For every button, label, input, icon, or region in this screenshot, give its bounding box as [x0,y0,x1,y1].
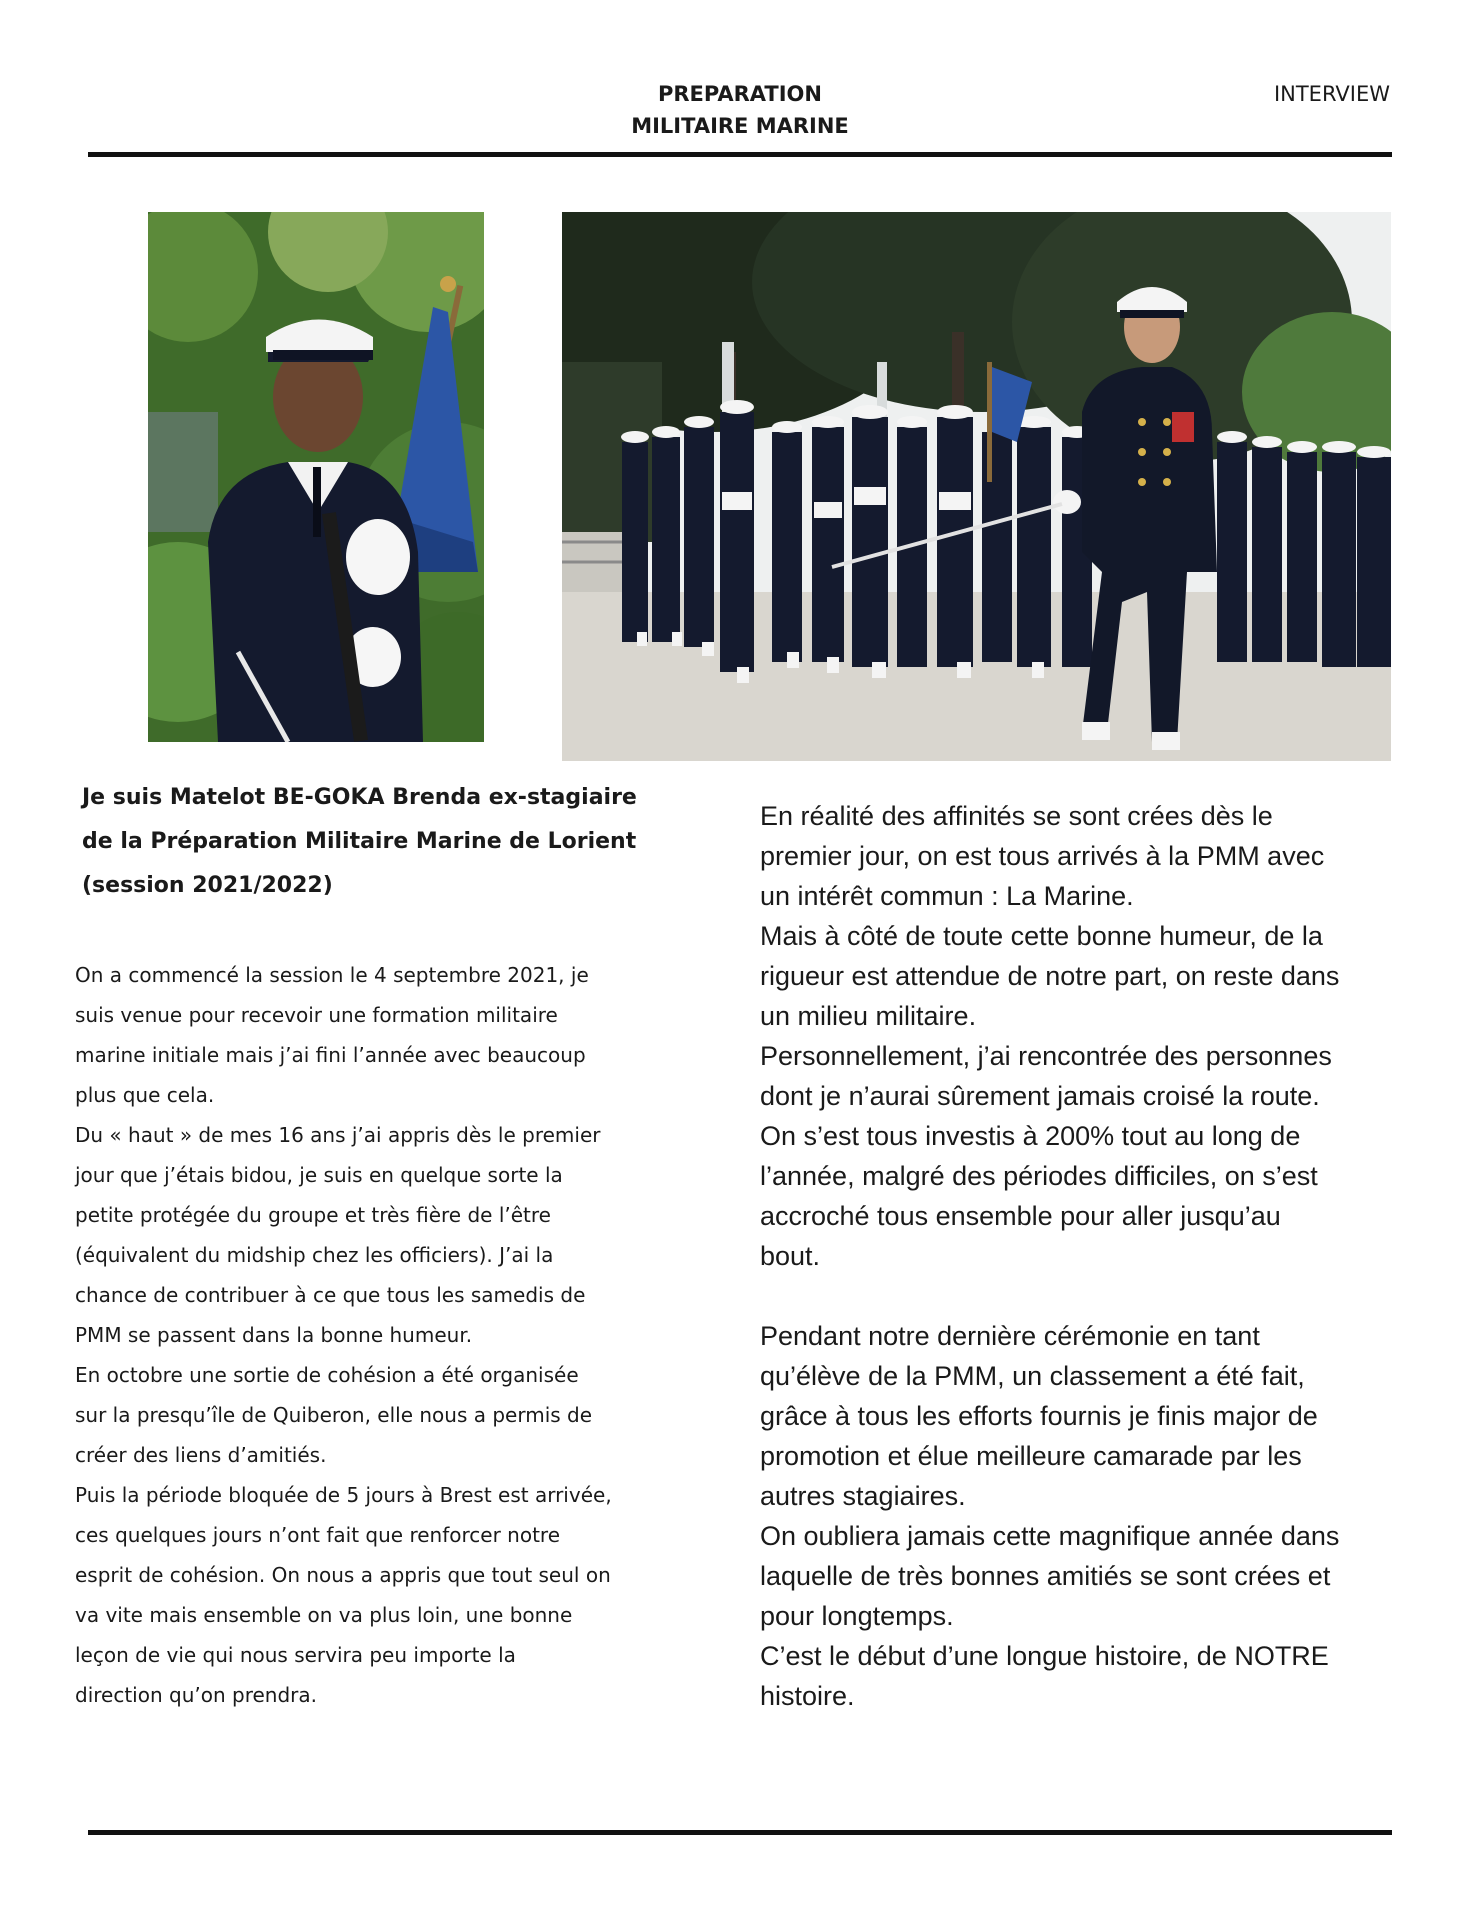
paragraph-gap [760,1276,1400,1316]
intro-line: (session 2021/2022) [82,873,333,898]
text-line: un intérêt commun : La Marine. [760,881,1134,911]
text-line: Puis la période bloquée de 5 jours à Brest est arrivée, [75,1483,612,1507]
text-line: esprit de cohésion. On nous a appris que tout seul on [75,1563,611,1587]
text-line: PMM se passent dans la bonne humeur. [75,1323,473,1347]
text-line: On s’est tous investis à 200% tout au long de [760,1121,1301,1151]
text-line: C’est le début d’une longue histoire, de NOTRE [760,1641,1329,1671]
text-line: (équivalent du midship chez les officiers). J’ai la [75,1243,554,1267]
text-line: plus que cela. [75,1083,215,1107]
text-line: direction qu’on prendra. [75,1683,317,1707]
text-line: pour longtemps. [760,1601,954,1631]
text-line: chance de contribuer à ce que tous les samedis de [75,1283,586,1307]
text-line: Mais à côté de toute cette bonne humeur, de la [760,921,1323,951]
text-line: suis venue pour recevoir une formation militaire [75,1003,558,1027]
text-line: autres stagiaires. [760,1481,966,1511]
text-line: rigueur est attendue de notre part, on reste dans [760,961,1340,991]
text-line: bout. [760,1241,821,1271]
text-line: dont je n’aurai sûrement jamais croisé la route. [760,1081,1320,1111]
header-title-line-2: MILITAIRE MARINE [631,114,849,138]
text-line: Pendant notre dernière cérémonie en tant [760,1321,1260,1351]
text-line: petite protégée du groupe et très fière de l’être [75,1203,551,1227]
text-line: premier jour, on est tous arrivés à la PMM avec [760,841,1325,871]
text-line: Du « haut » de mes 16 ans j’ai appris dès le premier [75,1123,601,1147]
text-line: histoire. [760,1681,855,1711]
text-line: En octobre une sortie de cohésion a été organisée [75,1363,579,1387]
text-line: Personnellement, j’ai rencontrée des personnes [760,1041,1332,1071]
text-line: accroché tous ensemble pour aller jusqu’au [760,1201,1281,1231]
header-divider [88,152,1392,157]
header-title-line-1: PREPARATION [658,82,822,106]
text-line: laquelle de très bonnes amitiés se sont crées et [760,1561,1331,1591]
text-line: l’année, malgré des périodes difficiles, on s’est [760,1161,1318,1191]
text-line: On oubliera jamais cette magnifique année dans [760,1521,1340,1551]
section-label: INTERVIEW [1273,82,1390,106]
text-line: promotion et élue meilleure camarade par les [760,1441,1302,1471]
text-line: leçon de vie qui nous servira peu importe la [75,1643,516,1667]
text-line: jour que j’étais bidou, je suis en quelque sorte la [75,1163,563,1187]
text-line: ces quelques jours n’ont fait que renforcer notre [75,1523,561,1547]
page-header-title [560,78,920,142]
right-column-text [760,796,1400,1716]
text-line: va vite mais ensemble on va plus loin, une bonne [75,1603,573,1627]
text-line: marine initiale mais j’ai fini l’année avec beaucoup [75,1043,586,1067]
footer-divider [88,1830,1392,1835]
parade-march-photo [562,212,1391,761]
text-line: un milieu militaire. [760,1001,977,1031]
text-line: On a commencé la session le 4 septembre 2021, je [75,963,589,987]
interview-intro [82,776,682,908]
intro-line: de la Préparation Militaire Marine de Lorient [82,829,637,854]
intro-line: Je suis Matelot BE-GOKA Brenda ex-stagiaire [82,785,637,810]
text-line: créer des liens d’amitiés. [75,1443,327,1467]
text-line: qu’élève de la PMM, un classement a été fait, [760,1361,1305,1391]
portrait-sailor-flag-photo [148,212,484,742]
text-line: grâce à tous les efforts fournis je finis major de [760,1401,1318,1431]
text-line: sur la presqu’île de Quiberon, elle nous a permis de [75,1403,593,1427]
left-column-text [75,955,680,1715]
text-line: En réalité des affinités se sont crées dès le [760,801,1273,831]
